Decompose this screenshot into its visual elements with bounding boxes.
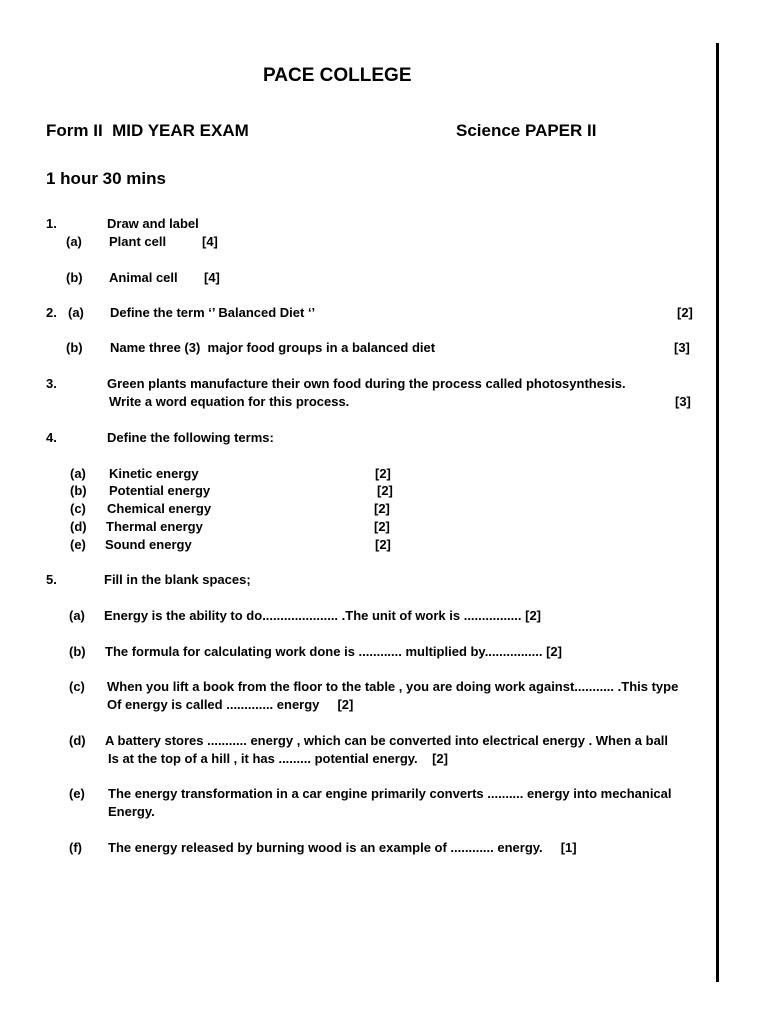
q5e-line1: The energy transformation in a car engine primarily converts .......... energy into mechanical [108, 786, 672, 801]
q5-text: Fill in the blank spaces; [104, 572, 251, 587]
q2a-marks: [2] [677, 305, 693, 320]
paper-title: Science PAPER II [456, 121, 597, 140]
q2b-marks: [3] [674, 340, 690, 355]
q2-number: 2. [46, 305, 57, 320]
q1b-label: (b) [66, 270, 83, 285]
q4-item-label: (d) [70, 519, 87, 534]
q1a-label: (a) [66, 234, 82, 249]
q4-item-label: (c) [70, 501, 86, 516]
q2a-text: Define the term ‘’ Balanced Diet ‘’ [110, 305, 316, 320]
q2b-label: (b) [66, 340, 83, 355]
q3-line2: Write a word equation for this process. [109, 394, 350, 409]
q5f-label: (f) [69, 840, 82, 855]
q5b-text: The formula for calculating work done is ............ multiplied by................ [2] [105, 644, 562, 659]
q5a-label: (a) [69, 608, 85, 623]
q3-marks: [3] [675, 394, 691, 409]
q4-item-marks: [2] [377, 483, 393, 498]
q4-item-marks: [2] [375, 537, 391, 552]
q5f-text: The energy released by burning wood is an example of ............ energy. [1] [108, 840, 577, 855]
q1a-marks: [4] [202, 234, 218, 249]
q4-item-marks: [2] [375, 466, 391, 481]
q4-item-label: (a) [70, 466, 86, 481]
q4-item-label: (b) [70, 483, 87, 498]
q5d-line2: Is at the top of a hill , it has ......... potential energy. [2] [108, 751, 448, 766]
q4-item-text: Sound energy [105, 537, 192, 552]
q5d-line1: A battery stores ........... energy , which can be converted into electrical energy . When a ball [105, 733, 669, 748]
q3-line1: Green plants manufacture their own food during the process called photosynthesis. [107, 376, 626, 391]
q5c-line1: When you lift a book from the floor to the table , you are doing work against........... .This type [107, 679, 679, 694]
q5d-label: (d) [69, 733, 86, 748]
q4-number: 4. [46, 430, 57, 445]
q1a-text: Plant cell [109, 234, 167, 249]
q5e-label: (e) [69, 786, 85, 801]
q5e-line2: Energy. [108, 804, 155, 819]
q2a-label: (a) [68, 305, 84, 320]
q4-item-text: Potential energy [109, 483, 211, 498]
exam-duration: 1 hour 30 mins [46, 169, 166, 188]
school-title: PACE COLLEGE [263, 65, 412, 86]
q5c-label: (c) [69, 679, 85, 694]
page-right-border [716, 43, 719, 982]
q4-item-label: (e) [70, 537, 86, 552]
q3-number: 3. [46, 376, 57, 391]
q4-text: Define the following terms: [107, 430, 274, 445]
q4-item-text: Thermal energy [106, 519, 203, 534]
q1b-marks: [4] [204, 270, 220, 285]
q5a-text: Energy is the ability to do..................... .The unit of work is ................ [2] [104, 608, 541, 623]
q5b-label: (b) [69, 644, 86, 659]
q1-number: 1. [46, 216, 57, 231]
q1-text: Draw and label [107, 216, 199, 231]
q4-item-marks: [2] [374, 519, 390, 534]
q5-number: 5. [46, 572, 57, 587]
q4-item-text: Chemical energy [107, 501, 212, 516]
q4-item-text: Kinetic energy [109, 466, 199, 481]
q1b-text: Animal cell [109, 270, 178, 285]
q2b-text: Name three (3) major food groups in a balanced diet [110, 340, 436, 355]
exam-title: Form II MID YEAR EXAM [46, 121, 249, 140]
q5c-line2: Of energy is called ............. energy [2] [107, 697, 354, 712]
q4-item-marks: [2] [374, 501, 390, 516]
